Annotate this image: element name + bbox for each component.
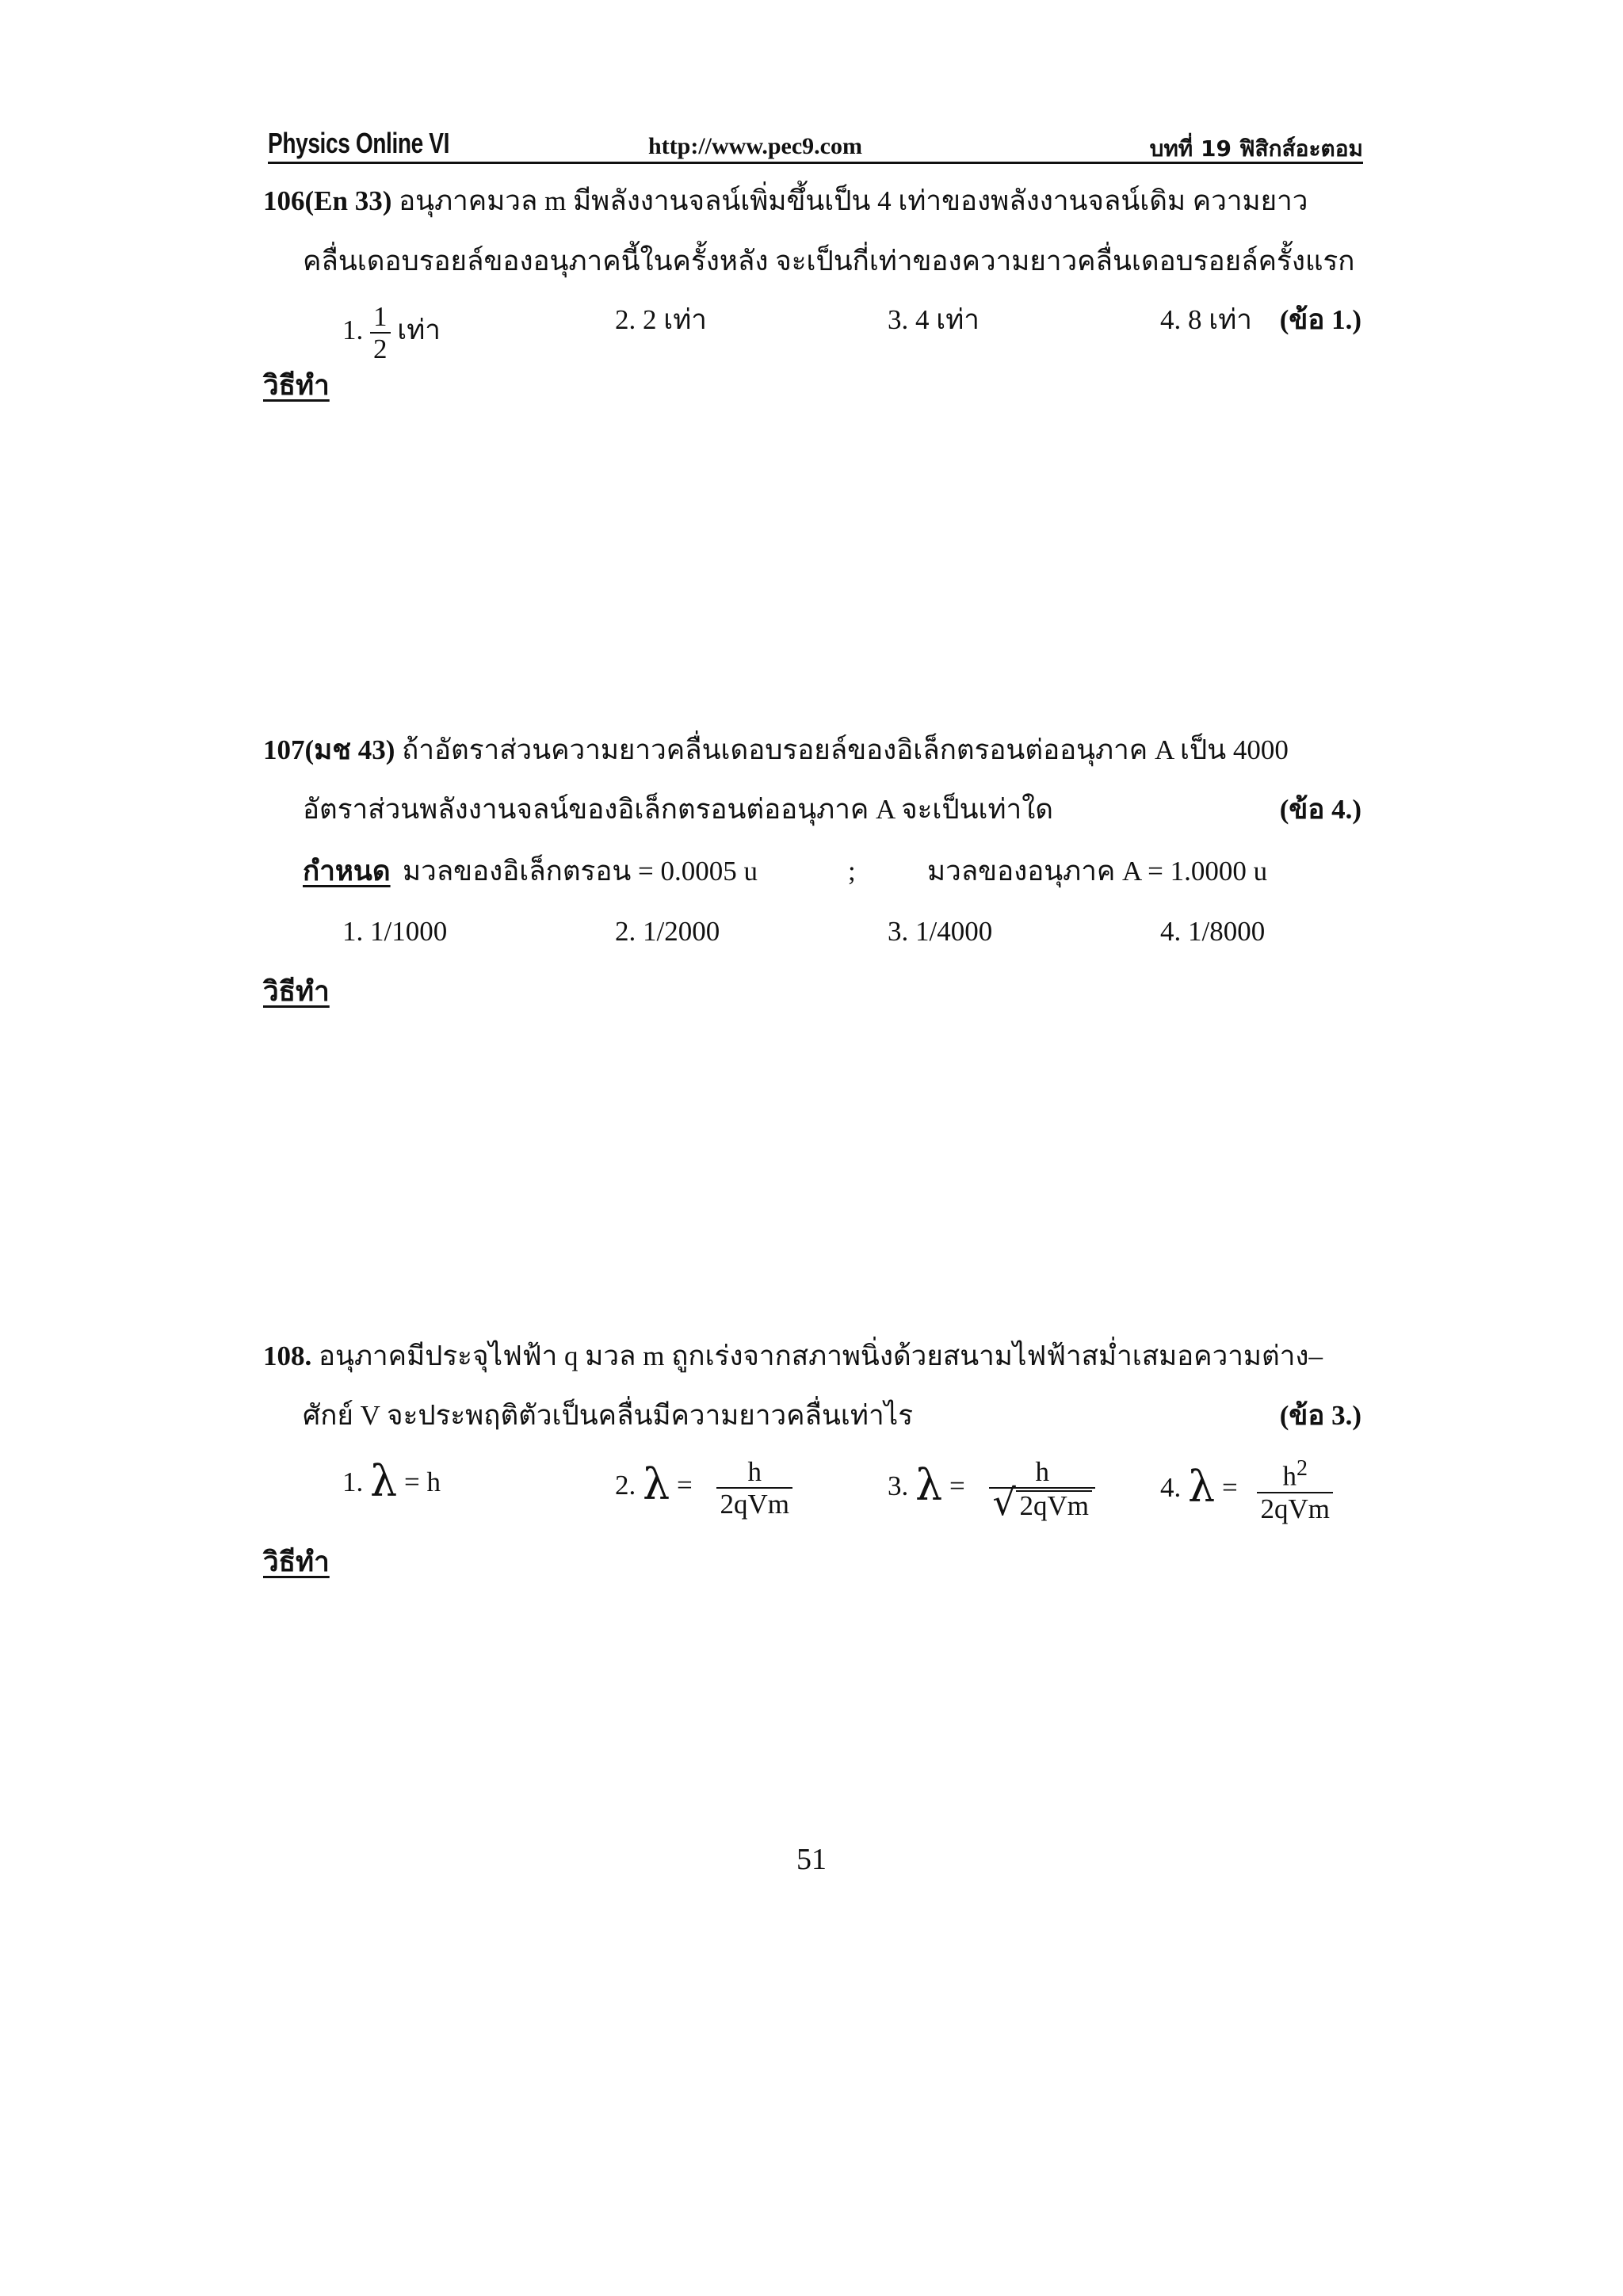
q107-line1 <box>263 733 1289 768</box>
q108-option-4 <box>1160 1458 1333 1523</box>
q106-text-1: อนุภาคมวล m มีพลังงานจลน์เพิ่มขึ้นเป็น 4 เท่าของพลังงานจลน์เดิม ความยาว <box>399 185 1308 216</box>
lambda-symbol: λ <box>1188 1461 1216 1512</box>
q107-text-1: ถ้าอัตราส่วนความยาวคลื่นเดอบรอยล์ของอิเล็กตรอนต่ออนุภาค A เป็น 4000 <box>402 734 1289 765</box>
header-url: http://www.pec9.com <box>648 133 862 159</box>
equals-sign: = <box>949 1470 965 1502</box>
q108-number: 108. <box>263 1341 312 1371</box>
lambda-symbol: λ <box>643 1459 670 1510</box>
header-title: Physics Online VI <box>268 127 450 159</box>
given-label: กำหนด <box>303 856 391 887</box>
page-header <box>268 125 1363 164</box>
header-chapter: บทที่ 19 ฟิสิกส์อะตอม <box>1149 135 1363 162</box>
q106-line1 <box>263 184 1308 219</box>
fraction-denominator: 2 <box>373 334 388 364</box>
q108-line2: ศักย์ V จะประพฤติตัวเป็นคลื่นมีความยาวคลื่นเท่าไร <box>303 1400 913 1431</box>
fraction-numerator <box>1257 1458 1333 1493</box>
q108-option-1 <box>342 1456 441 1506</box>
q106-option-3: 3. 4 เท่า <box>888 304 980 335</box>
q106-option-4: 4. 8 เท่า <box>1160 304 1252 335</box>
q106-option-1-fraction <box>370 303 391 363</box>
q107-line2: อัตราส่วนพลังงานจลน์ของอิเล็กตรอนต่ออนุภาค A จะเป็นเท่าใด <box>303 794 1054 825</box>
equals-sign: = <box>403 1466 420 1497</box>
fraction-denominator <box>989 1481 1095 1524</box>
equals-sign: = <box>1221 1471 1238 1503</box>
q108-option-4-fraction <box>1257 1458 1333 1523</box>
fraction-numerator: h <box>716 1458 792 1489</box>
q107-answer: (ข้อ 4.) <box>1279 794 1361 825</box>
q108-text-1: อนุภาคมีประจุไฟฟ้า q มวล m ถูกเร่งจากสภาพนิ่งด้วยสนามไฟฟ้าสม่ำเสมอความต่าง– <box>319 1341 1323 1371</box>
q106-line2: คลื่นเดอบรอยล์ของอนุภาคนี้ในครั้งหลัง จะเป็นกี่เท่าของความยาวคลื่นเดอบรอยล์ครั้งแรก <box>303 246 1355 277</box>
q108-option-3-fraction <box>989 1456 1095 1524</box>
equals-sign: = <box>676 1470 693 1501</box>
page-number: 51 <box>796 1843 827 1876</box>
q107-number: 107(มช 43) <box>263 734 395 765</box>
option-prefix: 4. <box>1160 1471 1182 1503</box>
q107-given-separator: ; <box>848 856 856 887</box>
q106-answer: (ข้อ 1.) <box>1279 304 1361 335</box>
fraction-numerator: 1 <box>370 303 391 334</box>
q106-option-2: 2. 2 เท่า <box>615 304 707 335</box>
numerator-base: h <box>1282 1460 1296 1492</box>
lambda-symbol: λ <box>915 1460 943 1511</box>
square-root <box>992 1481 1092 1524</box>
q107-option-3: 3. 1/4000 <box>888 916 993 947</box>
lambda-symbol: λ <box>370 1456 398 1506</box>
q108-option-2 <box>615 1458 792 1518</box>
q106-option-1 <box>342 303 441 363</box>
q108-line1 <box>263 1339 1323 1374</box>
option-rhs: h <box>426 1466 441 1497</box>
option-prefix: 3. <box>888 1470 909 1502</box>
q106-option-1-prefix: 1. <box>342 315 364 346</box>
q107-given-label <box>303 854 391 889</box>
q107-option-1: 1. 1/1000 <box>342 916 448 947</box>
q107-how-to-label: วิธีทำ <box>263 976 330 1007</box>
option-prefix: 2. <box>615 1470 636 1501</box>
q106-number: 106(En 33) <box>263 185 392 216</box>
numerator-exponent: 2 <box>1296 1456 1308 1481</box>
q108-option-2-fraction <box>716 1458 792 1518</box>
radicand: 2qVm <box>1016 1490 1092 1520</box>
q108-how-to-label: วิธีทำ <box>263 1547 330 1577</box>
q107-given-particle-mass: มวลของอนุภาค A = 1.0000 u <box>927 856 1268 887</box>
q107-given-electron-mass: มวลของอิเล็กตรอน = 0.0005 u <box>403 856 758 887</box>
fraction-numerator: h <box>989 1458 1095 1489</box>
q106-how-to-label: วิธีทำ <box>263 370 330 401</box>
q107-option-4: 4. 1/8000 <box>1160 916 1266 947</box>
option-prefix: 1. <box>342 1466 364 1497</box>
q106-option-1-suffix: เท่า <box>397 315 441 346</box>
q108-answer: (ข้อ 3.) <box>1279 1400 1361 1431</box>
q108-option-3 <box>888 1456 1095 1524</box>
fraction-denominator: 2qVm <box>720 1489 789 1520</box>
square-root-icon: √ <box>992 1481 1016 1524</box>
fraction-denominator: 2qVm <box>1260 1493 1330 1524</box>
q107-option-2: 2. 1/2000 <box>615 916 720 947</box>
